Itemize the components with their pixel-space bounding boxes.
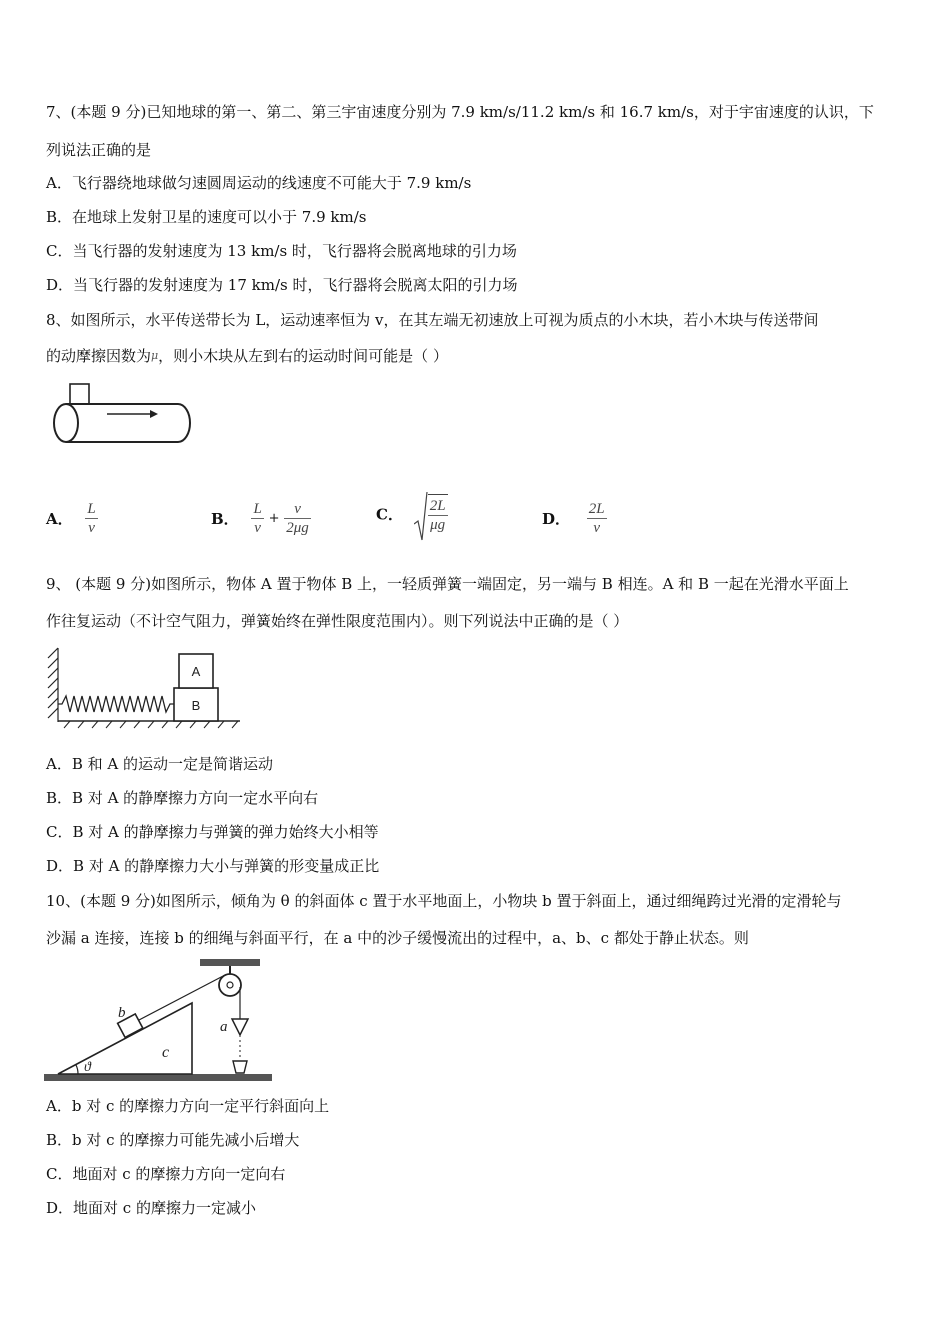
- label-c: c: [162, 1044, 170, 1061]
- q8-stem-line1: 8、如图所示，水平传送带长为 L，运动速率恒为 v，在其左端无初速放上可视为质点的小木块，若小木块与传送带间: [46, 311, 819, 329]
- sand-cup: [233, 1061, 247, 1073]
- q9-option-a: A．B 和 A 的运动一定是简谐运动: [46, 755, 273, 773]
- q8-option-d: [542, 500, 607, 537]
- wall-hatching: [48, 648, 58, 722]
- q7-option-d: D．当飞行器的发射速度为 17 km/s 时，飞行器将会脱离太阳的引力场: [46, 276, 518, 294]
- block-b-label: B: [191, 698, 201, 713]
- q8-option-b-fraction2: [284, 500, 311, 537]
- q8-option-c: [376, 490, 448, 538]
- q8-option-c-fraction: [428, 494, 448, 534]
- q9-option-d: D．B 对 A 的静摩擦力大小与弹簧的形变量成正比: [46, 857, 380, 875]
- q8-option-d-fraction: [587, 500, 607, 537]
- q8-b-plus: +: [268, 511, 280, 526]
- q8-option-b: [211, 500, 311, 537]
- q8-mu: μ: [151, 349, 159, 362]
- q10-option-a: A．b 对 c 的摩擦力方向一定平行斜面向上: [46, 1097, 330, 1115]
- q8-a-numerator: L: [87, 501, 96, 517]
- q9-stem-line2: 作往复运动（不计空气阻力，弹簧始终在弹性限度范围内）。则下列说法中正确的是（ ）: [46, 612, 629, 630]
- q8-d-denominator: v: [593, 520, 601, 536]
- q7-option-a: A．飞行器绕地球做匀速圆周运动的线速度不可能大于 7.9 km/s: [46, 174, 472, 192]
- q7-option-c: C．当飞行器的发射速度为 13 km/s 时，飞行器将会脱离地球的引力场: [46, 242, 517, 260]
- q7-stem-line2: 列说法正确的是: [46, 141, 152, 159]
- label-theta: ϑ: [84, 1060, 91, 1075]
- q10-stem-line1: 10、(本题 9 分)如图所示，倾角为 θ 的斜面体 c 置于水平地面上，小物块 b 置于斜面上，通过细绳跨过光滑的定滑轮与: [46, 892, 842, 910]
- q7-stem-line1: 7、(本题 9 分)已知地球的第一、第二、第三宇宙速度分别为 7.9 km/s/11.2 km/s 和 16.7 km/s，对于宇宙速度的认识，下: [46, 103, 874, 121]
- q8-stem-line2: [46, 346, 448, 366]
- pulley-axle: [227, 982, 233, 988]
- q8-a-denominator: v: [88, 520, 95, 536]
- q8-b-numerator1: L: [253, 501, 262, 517]
- q8-b-denominator1: v: [254, 520, 261, 536]
- q8-option-b-fraction1: [251, 500, 263, 537]
- q8-option-c-label: C．: [376, 505, 403, 524]
- q8-option-a: [46, 500, 98, 537]
- label-b: b: [118, 1005, 126, 1021]
- q10-option-c: C．地面对 c 的摩擦力方向一定向右: [46, 1165, 286, 1183]
- conveyor-belt-figure: [50, 380, 195, 445]
- q8-c-numerator: 2L: [429, 498, 446, 514]
- wood-block: [70, 384, 89, 404]
- ceiling-bar: [200, 959, 260, 966]
- belt-arrow-head: [150, 410, 158, 418]
- sqrt-icon: [414, 490, 428, 538]
- block-a-label: A: [191, 664, 201, 679]
- sand-funnel-a: [232, 1019, 248, 1035]
- q9-option-c: C．B 对 A 的静摩擦力与弹簧的弹力始终大小相等: [46, 823, 379, 841]
- q10-option-b: B．b 对 c 的摩擦力可能先减小后增大: [46, 1131, 300, 1149]
- left-roller: [54, 404, 78, 442]
- floor-hatching: [64, 721, 238, 728]
- q8-option-b-label: B．: [211, 510, 239, 528]
- q9-stem-line1: 9、 (本题 9 分)如图所示，物体 A 置于物体 B 上，一轻质弹簧一端固定，另一端与 B 相连。A 和 B 一起在光滑水平面上: [46, 575, 849, 593]
- q8-b-denominator2: 2μg: [286, 520, 309, 536]
- q8-stem-line2-b: ，则小木块从左到右的运动时间可能是（ ）: [158, 347, 448, 365]
- q8-b-numerator2: v: [284, 500, 311, 519]
- q8-c-denominator: μg: [430, 517, 446, 533]
- q8-option-a-label: A．: [46, 510, 73, 528]
- ground: [44, 1074, 272, 1081]
- q9-option-b: B．B 对 A 的静摩擦力方向一定水平向右: [46, 789, 319, 807]
- q8-option-d-label: D．: [542, 510, 571, 528]
- spring-block-figure: [44, 644, 244, 734]
- incline-pulley-figure: [44, 955, 276, 1087]
- q10-stem-line2: 沙漏 a 连接，连接 b 的细绳与斜面平行，在 a 中的沙子缓慢流出的过程中，a、b、c 都处于静止状态。则: [46, 929, 749, 947]
- q7-option-b: B．在地球上发射卫星的速度可以小于 7.9 km/s: [46, 208, 367, 226]
- belt-outline: [66, 404, 190, 442]
- q8-stem-line2-a: 的动摩擦因数为: [46, 347, 152, 365]
- q8-d-numerator: 2L: [588, 501, 605, 517]
- spring: [58, 696, 174, 712]
- label-a: a: [220, 1019, 228, 1035]
- q8-option-a-fraction: [85, 500, 97, 537]
- q10-option-d: D．地面对 c 的摩擦力一定减小: [46, 1199, 256, 1217]
